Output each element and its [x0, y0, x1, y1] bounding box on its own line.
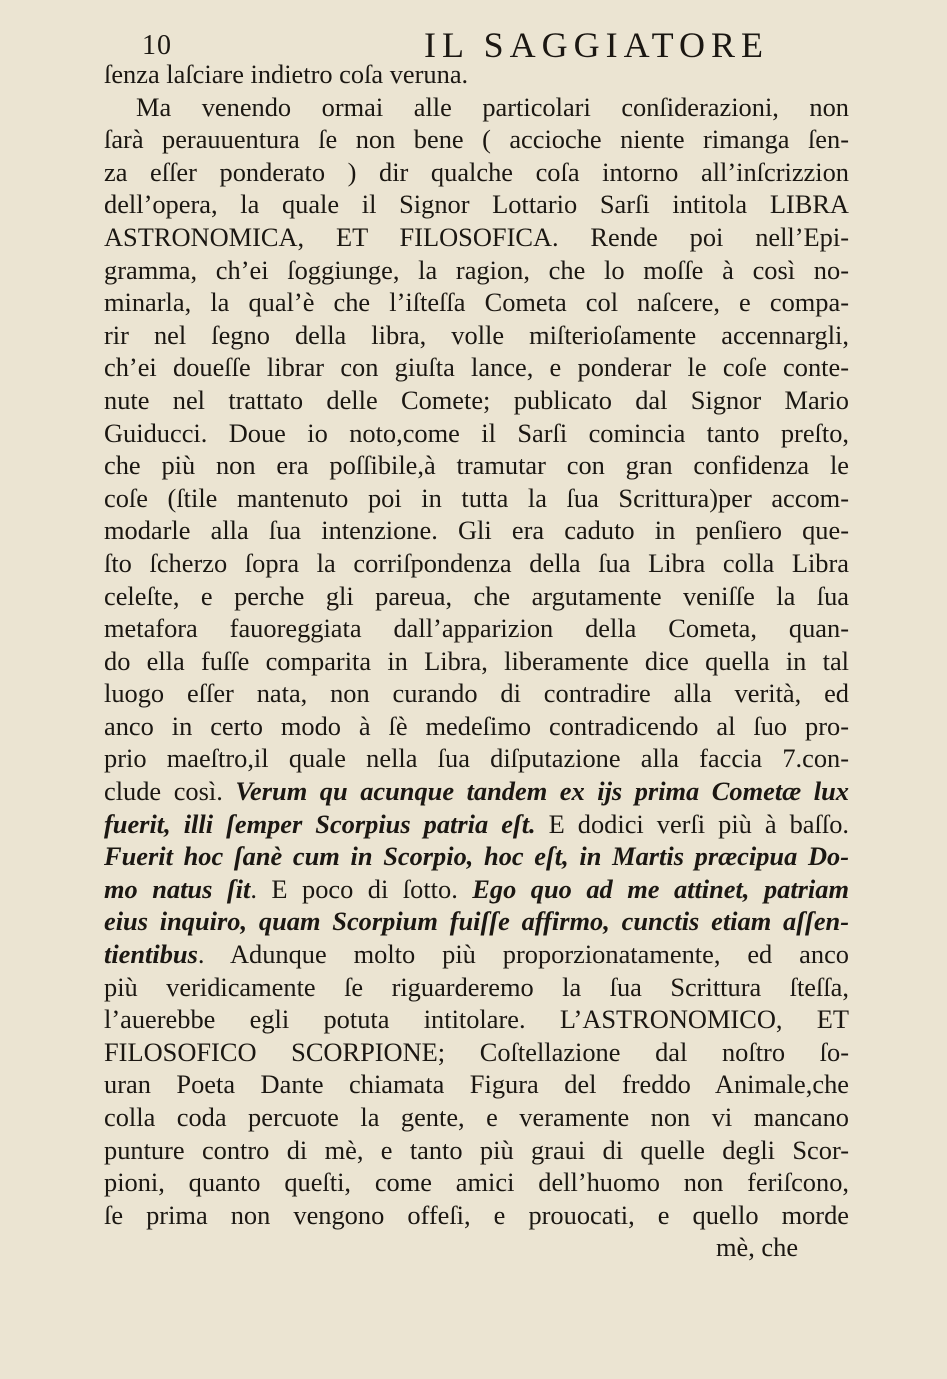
text-line: [104, 840, 849, 873]
text-segment: ch’ei doueſſe librar con giuſta lance, e ponderar le coſe conte-: [104, 352, 849, 383]
text-line: [104, 254, 849, 287]
text-segment: celeſte, e perche gli pareua, che argutamente veniſſe la ſua: [104, 580, 849, 611]
text-line: [104, 1199, 849, 1232]
text-segment: gramma, ch’ei ſoggiunge, la ragion, che lo moſſe à così no-: [104, 254, 849, 285]
text-segment: . E poco di ſotto.: [250, 873, 473, 904]
text-line: [104, 971, 849, 1004]
text-segment: E dodici verſi più à baſſo.: [535, 808, 849, 839]
text-line: [104, 351, 849, 384]
text-segment: colla coda percuote la gente, e veramente non vi mancano: [104, 1102, 849, 1132]
text-line: [104, 1134, 849, 1167]
text-line: [104, 873, 849, 906]
text-line: [104, 938, 849, 971]
text-segment: modarle alla ſua intenzione. Gli era caduto in penſiero que-: [104, 515, 849, 546]
text-line: [104, 645, 849, 678]
text-line: [104, 482, 849, 515]
text-line: [104, 384, 849, 417]
text-line: [104, 188, 849, 221]
text-segment: che più non era poſſibile,à tramutar con gran confidenza le: [104, 450, 849, 481]
latin-quotation: tientibus: [104, 939, 198, 970]
text-segment: clude così.: [104, 776, 236, 807]
text-line: [104, 547, 849, 580]
latin-quotation: Fuerit hoc ſanè cum in Scorpio, hoc eſt, in Martis præcipua Do-: [104, 841, 849, 872]
catchword: mè, che: [716, 1232, 799, 1262]
text-line: [104, 775, 849, 808]
text-segment: prio maeſtro,il quale nella ſua diſputazione alla faccia 7.con-: [104, 743, 849, 774]
text-segment: ſto ſcherzo ſopra la corriſpondenza della ſua Libra colla Libra: [104, 547, 849, 578]
text-line: [104, 1003, 849, 1036]
text-line: [104, 580, 849, 613]
latin-quotation: eius inquiro, quam Scorpium fuiſſe affirmo, cunctis etiam aſſen-: [104, 906, 849, 937]
page-number: 10: [142, 30, 172, 61]
text-line: [104, 677, 849, 710]
text-line: [104, 1036, 849, 1069]
text-line: [104, 1068, 849, 1101]
latin-quotation: fuerit, illi ſemper Scorpius patria eſt.: [104, 808, 536, 839]
text-segment: ASTRONOMICA, ET FILOSOFICA. Rende poi nell’Epi-: [104, 221, 849, 252]
text-line: [104, 123, 849, 156]
text-segment: ſenza laſciare indietro coſa veruna.: [104, 59, 469, 89]
text-segment: l’auerebbe egli potuta intitolare. L’ASTRONOMICO, ET: [104, 1004, 849, 1035]
text-segment: luogo eſſer nata, non curando di contradire alla verità, ed: [104, 678, 849, 709]
text-segment: Ma venendo ormai alle particolari conſiderazioni, non: [136, 91, 849, 122]
latin-quotation: mo natus ſit: [104, 873, 251, 904]
text-line: [104, 319, 849, 352]
text-segment: . Adunque molto più proporzionatamente, ed anco: [197, 939, 849, 970]
text-line: [104, 612, 849, 645]
text-segment: nute nel trattato delle Comete; publicato dal Signor Mario: [104, 384, 849, 415]
text-segment: anco in certo modo à ſè medeſimo contradicendo al ſuo pro-: [104, 710, 849, 741]
body-text: [104, 58, 849, 1231]
text-line: [104, 286, 849, 319]
text-segment: più veridicamente ſe riguarderemo la ſua Scrittura ſteſſa,: [104, 971, 849, 1002]
latin-quotation: Ego quo ad me attinet, patriam: [472, 873, 849, 904]
text-line: [104, 742, 849, 775]
text-line: [104, 221, 849, 254]
text-segment: rir nel ſegno della libra, volle miſterioſamente accennargli,: [104, 319, 849, 350]
text-line: [104, 905, 849, 938]
text-line: [104, 417, 849, 450]
text-segment: FILOSOFICO SCORPIONE; Coſtellazione dal noſtro ſo-: [104, 1036, 849, 1067]
text-segment: minarla, la qual’è che l’iſteſſa Cometa col naſcere, e compa-: [104, 287, 849, 318]
text-line: [104, 808, 849, 841]
text-segment: ſe prima non vengono offeſi, e prouocati, e quello morde: [104, 1199, 849, 1230]
text-line: [104, 58, 849, 91]
text-segment: metafora fauoreggiata dall’apparizion della Cometa, quan-: [104, 613, 849, 644]
text-line: [104, 91, 849, 124]
running-title: IL SAGGIATORE: [424, 25, 769, 65]
text-segment: za eſſer ponderato ) dir qualche coſa intorno all’inſcrizzion: [104, 156, 849, 187]
text-segment: dell’opera, la quale il Signor Lottario Sarſi intitola LIBRA: [104, 189, 849, 220]
text-segment: coſe (ſtile mantenuto poi in tutta la ſua Scrittura)per accom-: [104, 482, 849, 513]
text-segment: punture contro di mè, e tanto più graui di quelle degli Scor-: [104, 1134, 849, 1165]
text-line: [104, 1101, 849, 1134]
text-line: [104, 156, 849, 189]
latin-quotation: Verum qu acunque tandem ex ijs prima Cometæ lux: [235, 776, 849, 807]
text-segment: Guiducci. Doue io noto,come il Sarſi comincia tanto preſto,: [104, 417, 849, 448]
text-segment: uran Poeta Dante chiamata Figura del freddo Animale,che: [104, 1069, 849, 1100]
text-segment: ſarà perauuentura ſe non bene ( accioche niente rimanga ſen-: [104, 124, 849, 155]
text-line: [104, 1166, 849, 1199]
text-segment: do ella fuſſe comparita in Libra, liberamente dice quella in tal: [104, 645, 849, 676]
text-line: [104, 514, 849, 547]
text-line: [104, 710, 849, 743]
text-line: [104, 449, 849, 482]
text-segment: pioni, quanto queſti, come amici dell’huomo non feriſcono,: [104, 1167, 849, 1198]
